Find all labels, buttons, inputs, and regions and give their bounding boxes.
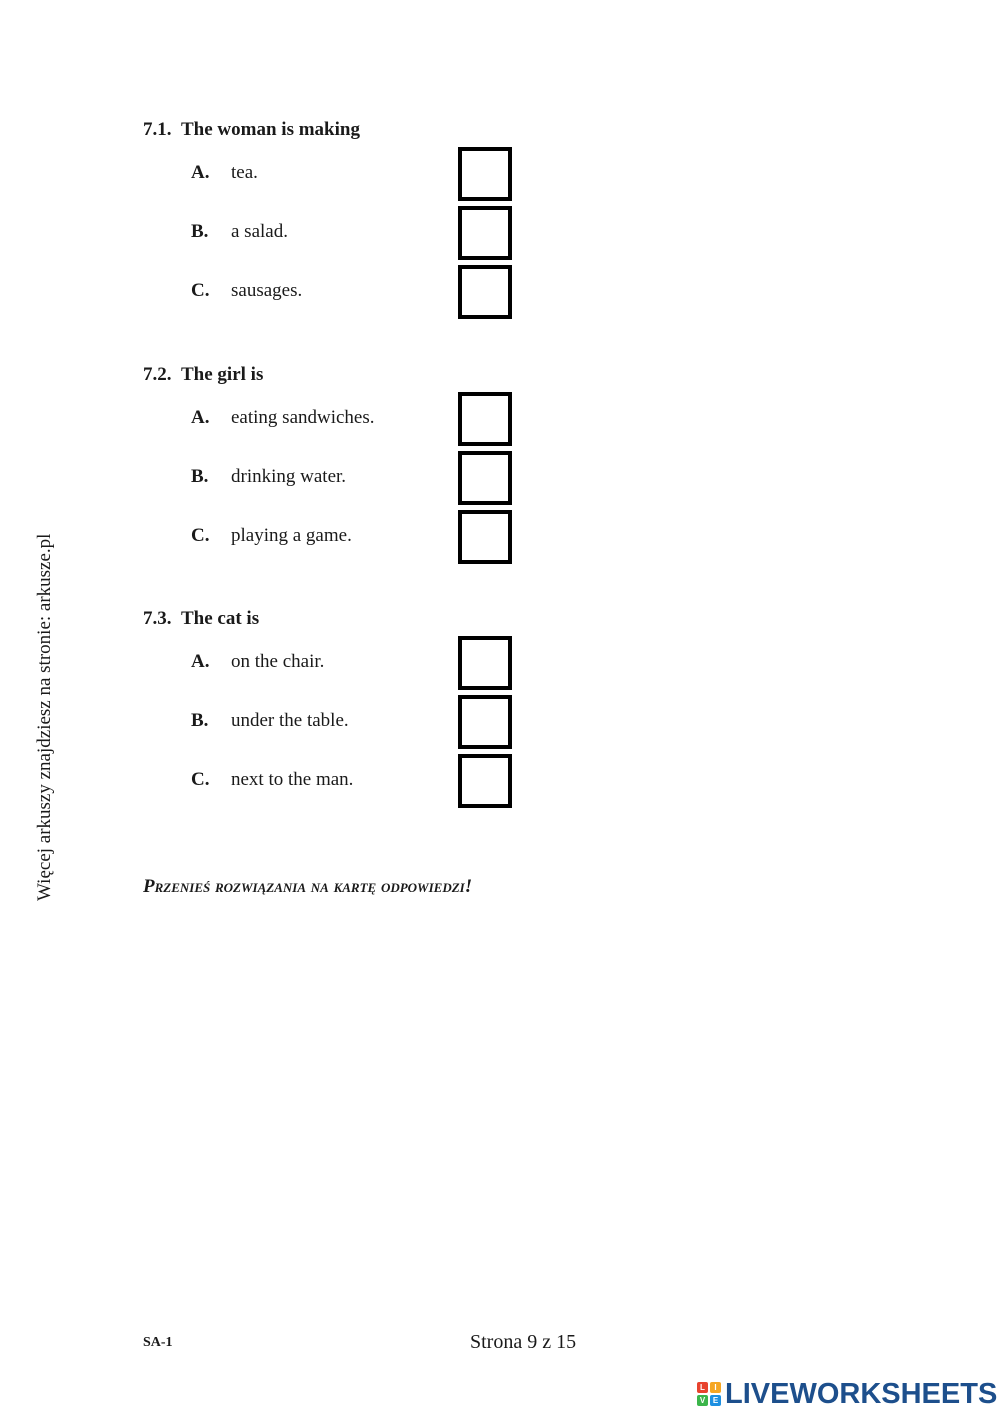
option-letter: A. <box>191 407 210 428</box>
question-text: The cat is <box>181 608 260 629</box>
instruction-text: Przenieś rozwiązania na kartę odpowiedzi! <box>143 876 473 897</box>
option-letter: C. <box>191 769 210 790</box>
page-number: Strona 9 z 15 <box>470 1331 577 1353</box>
answer-checkbox-c[interactable] <box>458 754 512 808</box>
option-text: tea. <box>231 162 258 183</box>
answer-checkbox-a[interactable] <box>458 636 512 690</box>
side-note: Więcej arkuszy znajdziesz na stronie: arkusze.pl <box>34 533 55 901</box>
question-7-3 <box>143 608 563 790</box>
option-text: a salad. <box>231 221 288 242</box>
question-number: 7.2. <box>143 364 172 385</box>
option-letter: A. <box>191 162 210 183</box>
logo-letter: E <box>710 1395 721 1406</box>
option-letter: B. <box>191 466 209 487</box>
liveworksheets-logo-icon <box>697 1382 721 1406</box>
option-text: drinking water. <box>231 466 347 487</box>
option-text: eating sandwiches. <box>231 407 375 428</box>
liveworksheets-brand[interactable] <box>697 1376 997 1412</box>
answer-checkbox-c[interactable] <box>458 265 512 319</box>
answer-checkbox-a[interactable] <box>458 147 512 201</box>
logo-letter: L <box>697 1382 708 1393</box>
option-text: playing a game. <box>231 525 352 546</box>
answer-checkbox-a[interactable] <box>458 392 512 446</box>
question-heading <box>143 364 563 386</box>
option-text: under the table. <box>231 710 349 731</box>
answer-checkbox-b[interactable] <box>458 695 512 749</box>
logo-letter: I <box>710 1382 721 1393</box>
option-letter: B. <box>191 710 209 731</box>
option-letter: C. <box>191 280 210 301</box>
question-7-2 <box>143 364 563 546</box>
logo-letter: V <box>697 1395 708 1406</box>
sheet-code: SA-1 <box>143 1335 173 1350</box>
question-7-1 <box>143 119 563 301</box>
answer-checkbox-c[interactable] <box>458 510 512 564</box>
option-letter: B. <box>191 221 209 242</box>
answer-checkbox-b[interactable] <box>458 451 512 505</box>
question-text: The girl is <box>181 364 264 385</box>
option-text: on the chair. <box>231 651 325 672</box>
question-text: The woman is making <box>181 119 360 140</box>
option-letter: A. <box>191 651 210 672</box>
brand-name: LIVEWORKSHEETS <box>725 1377 998 1410</box>
question-number: 7.3. <box>143 608 172 629</box>
option-text: next to the man. <box>231 769 354 790</box>
question-heading <box>143 608 563 630</box>
option-text: sausages. <box>231 280 303 301</box>
option-letter: C. <box>191 525 210 546</box>
question-number: 7.1. <box>143 119 172 140</box>
answer-checkbox-b[interactable] <box>458 206 512 260</box>
question-heading <box>143 119 563 141</box>
